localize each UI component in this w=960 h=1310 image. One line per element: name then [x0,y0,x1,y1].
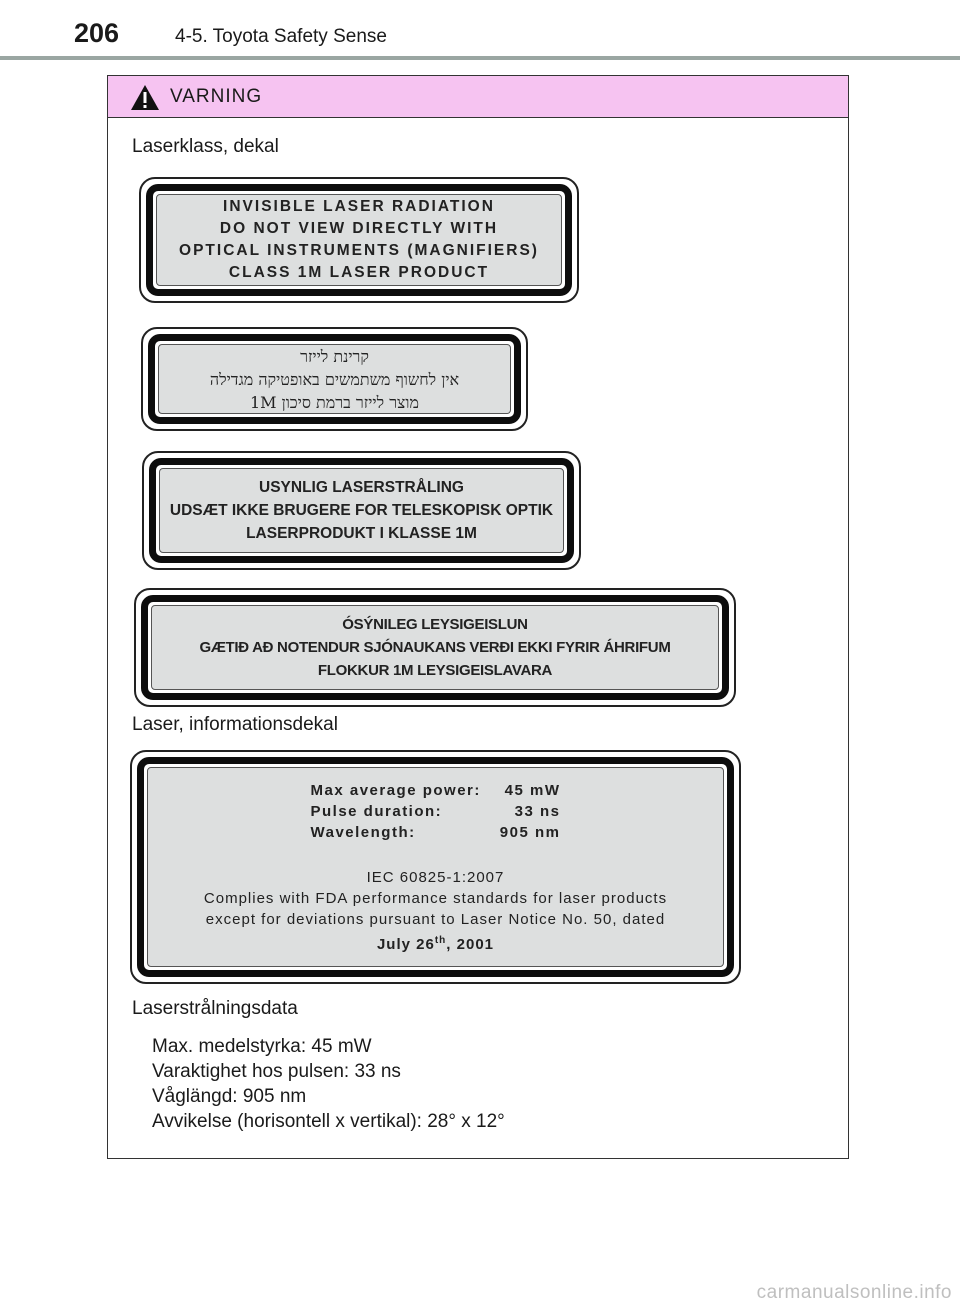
date-suffix: th [434,934,447,946]
label-line: OPTICAL INSTRUMENTS (MAGNIFIERS) [179,242,539,259]
subheading-laser-class: Laserklass, dekal [132,136,279,157]
laser-label-english [139,177,579,303]
label-line: USYNLIG LASERSTRÅLING [259,479,464,496]
date-line [377,930,494,955]
spec-key: Wavelength: [310,823,416,841]
spec-value: 45 mW [504,781,561,799]
label-line: DO NOT VIEW DIRECTLY WITH [219,220,499,237]
data-line: Våglängd: 905 nm [152,1086,307,1107]
spec-key: Max average power: [310,781,481,799]
compliance-line: Complies with FDA performance standards for laser products [203,889,668,907]
label-line: קרינת לייזר [300,346,369,366]
label-line: INVISIBLE LASER RADIATION [223,198,495,215]
data-line: Varaktighet hos pulsen: 33 ns [152,1061,401,1082]
laser-label-icelandic [134,588,736,707]
standard-line: IEC 60825-1:2007 [366,868,505,886]
laser-label-hebrew [141,327,528,431]
label-line: ÓSÝNILEG LEYSIGEISLUN [342,616,528,633]
subheading-laser-data: Laserstrålningsdata [132,998,298,1019]
spec-key: Pulse duration: [310,802,443,820]
section-title: 4-5. Toyota Safety Sense [175,26,387,47]
date-prefix: July 26 [376,935,435,953]
label-line: מוצר לייזר ברמת סיכון 1M [249,392,420,412]
spec-value: 33 ns [514,802,561,820]
label-line: LASERPRODUKT I KLASSE 1M [246,525,477,542]
spec-row [311,780,561,801]
date-year: , 2001 [446,935,495,953]
warning-header [108,76,848,118]
data-line: Max. medelstyrka: 45 mW [152,1036,372,1057]
label-line: UDSÆT IKKE BRUGERE FOR TELESKOPISK OPTIK [169,502,554,519]
compliance-line: except for deviations pursuant to Laser Notice No. 50, dated [205,910,666,928]
spec-value: 905 nm [499,823,561,841]
label-line: CLASS 1M LASER PRODUCT [228,264,490,281]
warning-box [107,75,849,1159]
warning-label: VARNING [170,86,263,107]
label-line: GÆTIÐ AÐ NOTENDUR SJÓNAUKANS VERÐI EKKI FYRIR ÁHRIFUM [199,639,671,656]
spec-table [311,780,561,843]
label-line: אין לחשוף משתמשים באופטיקה מגדילה [209,369,460,389]
page-number: 206 [74,18,120,48]
warning-triangle-icon [130,84,160,111]
laser-info-label [130,750,741,984]
laser-label-danish [142,451,581,570]
header-rule [0,56,960,60]
spec-row [311,822,561,843]
watermark: carmanualsonline.info [756,1282,952,1303]
label-line: FLOKKUR 1M LEYSIGEISLAVARA [317,662,553,679]
subheading-laser-info: Laser, informationsdekal [132,714,338,735]
data-line: Avvikelse (horisontell x vertikal): 28° x 12° [152,1111,505,1132]
spec-row [311,801,561,822]
